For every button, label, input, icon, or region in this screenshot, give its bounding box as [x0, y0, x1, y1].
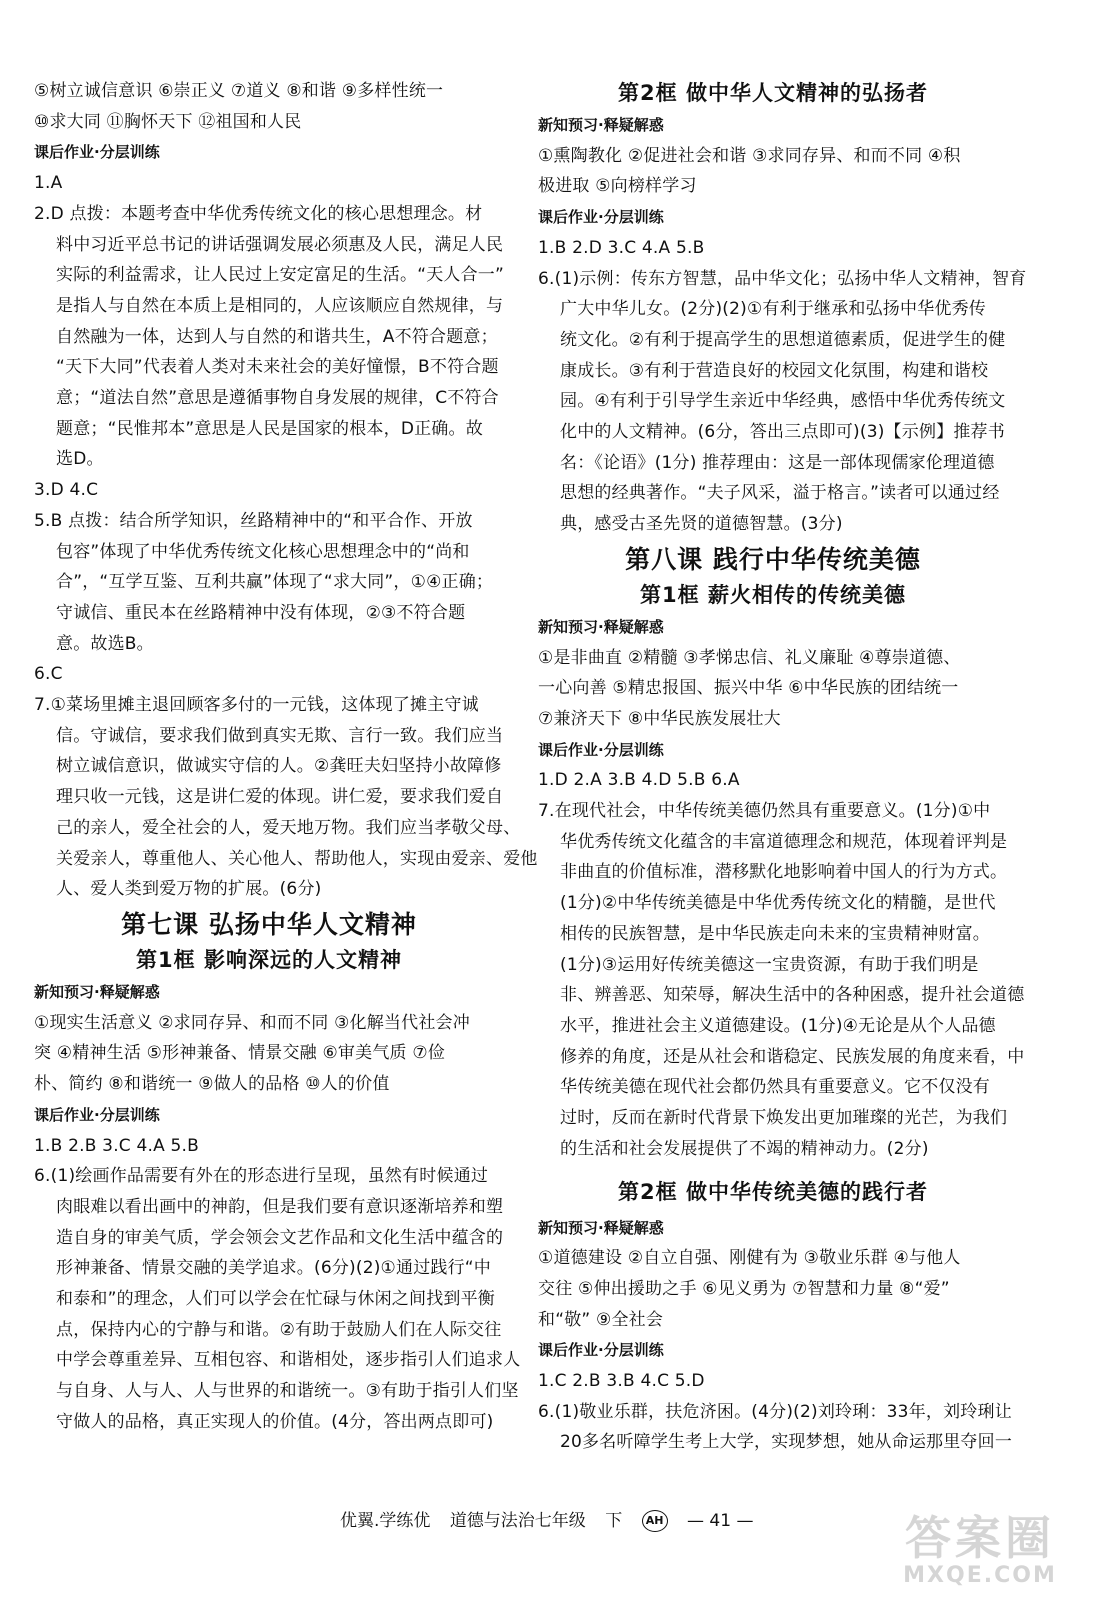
watermark-title: 答案圈 — [905, 1511, 1055, 1565]
text-line: 华优秀传统文化蕴含的丰富道德理念和规范，体现着评判是 — [560, 831, 1008, 852]
text-line: 人、爱人类到爱万物的扩展。(6分) — [56, 879, 322, 900]
text-line: 6.(1)示例：传东方智慧，品中华文化；弘扬中华人文精神，智育 — [538, 268, 1027, 289]
text-line: 实际的利益需求，让人民过上安定富足的生活。“天人合一” — [56, 265, 505, 286]
text-line: 6.(1)绘画作品需要有外在的形态进行呈现，虽然有时候通过 — [34, 1166, 489, 1187]
text-line: 1.C 2.B 3.B 4.C 5.D — [538, 1371, 705, 1392]
footer-subject: 道德与法治七年级 — [449, 1511, 586, 1531]
text-line: 料中习近平总书记的讲话强调发展必须惠及人民，满足人民 — [56, 234, 504, 255]
text-line: 2.D 点拨：本题考查中华优秀传统文化的核心思想理念。材 — [34, 203, 483, 224]
text-line: 己的亲人，爱全社会的人，爱天地万物。我们应当孝敬父母、 — [56, 817, 521, 838]
text-line: 1.D 2.A 3.B 4.D 5.B 6.A — [538, 770, 740, 791]
text-line: 非曲直的价值标准，潜移默化地影响着中国人的行为方式。 — [560, 862, 1008, 883]
text-line: 和“敬” ⑨全社会 — [538, 1309, 664, 1330]
text-line: 题意；“民惟邦本”意思是人民是国家的根本，D正确。故 — [56, 418, 483, 439]
text-line: ⑤树立诚信意识 ⑥崇正义 ⑦道义 ⑧和谐 ⑨多样性统一 — [34, 81, 444, 101]
text-line: ⑦兼济天下 ⑧中华民族发展壮大 — [538, 708, 781, 729]
text-line: 突 ④精神生活 ⑤形神兼备、情景交融 ⑥审美气质 ⑦俭 — [34, 1043, 445, 1064]
watermark-url: MXQE.COM — [903, 1563, 1057, 1588]
subsection-heading: 第2框 做中华传统美德的践行者 — [618, 1179, 928, 1204]
text-line: 选D。 — [56, 449, 104, 470]
text-line: 1.B 2.B 3.C 4.A 5.B — [34, 1135, 200, 1156]
text-line: 关爱亲人，尊重他人、关心他人、帮助他人，实现由爱亲、爱他 — [56, 848, 538, 869]
watermark-logo — [880, 1512, 1080, 1592]
text-line: 名：《论语》(1分) 推荐理由：这是一部体现儒家伦理道德 — [560, 452, 995, 473]
text-line: 园。④有利于引导学生亲近中华经典，感悟中华优秀传统文 — [560, 391, 1006, 412]
text-line: 与自身、人与人、人与世界的和谐统一。③有助于指引人们坚 — [56, 1381, 519, 1402]
text-line: 交往 ⑤伸出援助之手 ⑥见义勇为 ⑦智慧和力量 ⑧“爱” — [538, 1278, 950, 1299]
text-line: 华传统美德在现代社会都仍然具有重要意义。它不仅没有 — [560, 1077, 990, 1098]
text-line: ①是非曲直 ②精髓 ③孝悌忠信、礼义廉耻 ④尊崇道德、 — [538, 647, 961, 668]
text-line: 康成长。③有利于营造良好的校园文化氛围，构建和谐校 — [560, 360, 989, 381]
text-line: 典，感受古圣先贤的道德智慧。(3分) — [560, 514, 843, 535]
text-line: 水平，推进社会主义道德建设。(1分)④无论是从个人品德 — [560, 1015, 996, 1036]
text-line: 是指人与自然在本质上是相同的，人应该顺应自然规律，与 — [56, 295, 504, 316]
text-line: 1.A — [34, 173, 63, 194]
section-label: 新知预习·释疑解惑 — [538, 116, 664, 134]
text-line: 意。故选B。 — [56, 633, 154, 654]
text-line: 非、辨善恶、知荣辱，解决生活中的各种困惑，提升社会道德 — [560, 985, 1025, 1006]
text-line: 1.B 2.D 3.C 4.A 5.B — [538, 237, 705, 258]
text-line: (1分)③运用好传统美德这一宝贵资源，有助于我们明是 — [560, 954, 979, 975]
text-line: 统文化。②有利于提高学生的思想道德素质，促进学生的健 — [560, 329, 1006, 350]
text-line: 守诚信、重民本在丝路精神中没有体现，②③不符合题 — [56, 602, 466, 623]
subsection-heading: 第1框 薪火相传的传统美德 — [640, 582, 906, 607]
section-label: 课后作业·分层训练 — [538, 208, 664, 227]
section-label: 新知预习·释疑解惑 — [538, 617, 664, 636]
text-line: 过时，反而在新时代背景下焕发出更加璀璨的光芒，为我们 — [560, 1108, 1008, 1129]
text-line: 相传的民族智慧，是中华民族走向未来的宝贵精神财富。 — [560, 923, 990, 944]
lesson-heading: 第七课 弘扬中华人文精神 — [121, 909, 417, 939]
text-line: ①现实生活意义 ②求同存异、和而不同 ③化解当代社会冲 — [34, 1012, 470, 1033]
section-label: 课后作业·分层训练 — [538, 740, 664, 759]
text-line: 一心向善 ⑤精忠报国、振兴中华 ⑥中华民族的团结统一 — [538, 678, 959, 699]
text-line: ①熏陶教化 ②促进社会和谐 ③求同存异、和而不同 ④积 — [538, 145, 961, 166]
text-line: 6.(1)敬业乐群，扶危济困。(4分)(2)刘玲琍：33年，刘玲琍让 — [538, 1401, 1012, 1422]
text-line: 的生活和社会发展提供了不竭的精神动力。(2分) — [560, 1138, 929, 1159]
text-line: 20多名听障学生考上大学，实现梦想，她从命运那里夺回一 — [560, 1432, 1013, 1453]
footer-series: 优翼.学练优 — [340, 1511, 431, 1531]
text-line: 7.在现代社会，中华传统美德仍然具有重要意义。(1分)①中 — [538, 801, 991, 822]
text-line: 极进取 ⑤向榜样学习 — [538, 176, 697, 197]
lesson-heading: 第八课 践行中华传统美德 — [625, 544, 921, 574]
text-line: 点，保持内心的宁静与和谐。②有助于鼓励人们在人际交往 — [56, 1319, 502, 1340]
text-line: 意；“道法自然”意思是遵循事物自身发展的规律，C不符合 — [56, 388, 499, 409]
region-badge: AH — [642, 1510, 668, 1532]
text-line: 6.C — [34, 664, 63, 685]
text-line: ⑩求大同 ⑪胸怀天下 ⑫祖国和人民 — [34, 111, 302, 132]
subsection-heading: 第2框 做中华人文精神的弘扬者 — [618, 81, 928, 105]
text-line: 树立诚信意识，做诚实守信的人。②龚旺夫妇坚持小故障修 — [56, 756, 502, 777]
text-line: 7.①菜场里摊主退回顾客多付的一元钱，这体现了摊主守诚 — [34, 695, 479, 716]
text-line: 修养的角度，还是从社会和谐稳定、民族发展的角度来看，中 — [560, 1046, 1025, 1067]
text-line: 守做人的品格，真正实现人的价值。(4分，答出两点即可) — [56, 1411, 494, 1432]
text-line: 5.B 点拨：结合所学知识，丝路精神中的“和平合作、开放 — [34, 510, 473, 531]
text-line: 包容”体现了中华优秀传统文化核心思想理念中的“尚和 — [56, 541, 470, 562]
text-line: (1分)②中华传统美德是中华优秀传统文化的精髓，是世代 — [560, 893, 996, 914]
text-line: 和泰和”的理念，人们可以学会在忙碌与休闲之间找到平衡 — [56, 1289, 496, 1310]
footer-volume: 下 — [605, 1511, 623, 1531]
section-label: 课后作业·分层训练 — [538, 1341, 664, 1360]
right-column — [538, 76, 1027, 1458]
text-line: 自然融为一体，达到人与自然的和谐共生，A不符合题意； — [56, 326, 498, 347]
page-number: — 41 — — [687, 1511, 754, 1531]
text-line: 广大中华儿女。(2分)(2)①有利于继承和弘扬中华优秀传 — [560, 299, 987, 320]
section-label: 新知预习·释疑解惑 — [34, 982, 160, 1001]
text-line: 朴、简约 ⑧和谐统一 ⑨做人的品格 ⑩人的价值 — [34, 1074, 390, 1095]
text-line: 中学会尊重差异、互相包容、和谐相处，逐步指引人们追求人 — [56, 1350, 521, 1371]
text-line: 理只收一元钱，这是讲仁爱的体现。讲仁爱，要求我们爱自 — [56, 787, 504, 808]
page-footer — [340, 1506, 767, 1536]
text-line: 化中的人文精神。(6分，答出三点即可)(3)【示例】推荐书 — [560, 422, 1005, 443]
text-line: 3.D 4.C — [34, 480, 99, 501]
text-line: 造自身的审美气质，学会领会文艺作品和文化生活中蕴含的 — [56, 1227, 504, 1248]
text-line: 合”，“互学互鉴、互利共赢”体现了“求大同”，①④正确； — [56, 572, 494, 593]
text-line: 肉眼难以看出画中的神韵，但是我们要有意识逐渐培养和塑 — [56, 1196, 504, 1217]
text-line: “天下大同”代表着人类对未来社会的美好憧憬，B不符合题 — [56, 357, 499, 378]
left-column — [34, 76, 538, 1438]
text-line: 信。守诚信，要求我们做到真实无欺、言行一致。我们应当 — [56, 725, 504, 746]
section-label: 课后作业·分层训练 — [34, 1105, 160, 1124]
text-line: ①道德建设 ②自立自强、刚健有为 ③敬业乐群 ④与他人 — [538, 1248, 961, 1269]
section-label: 新知预习·释疑解惑 — [538, 1218, 664, 1237]
text-line: 思想的经典著作。“夫子风采，溢于格言。”读者可以通过经 — [560, 483, 1000, 504]
text-line: 形神兼备、情景交融的美学追求。(6分)(2)①通过践行“中 — [56, 1258, 492, 1279]
subsection-heading: 第1框 影响深远的人文精神 — [136, 947, 402, 972]
section-label: 课后作业·分层训练 — [34, 143, 160, 162]
